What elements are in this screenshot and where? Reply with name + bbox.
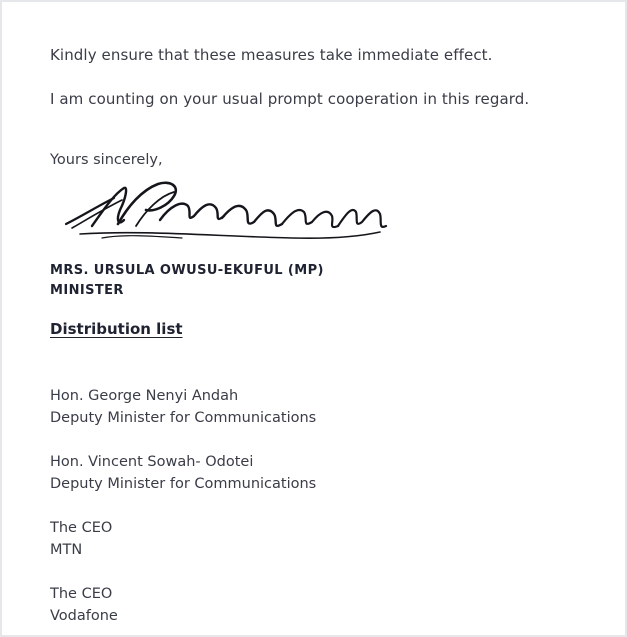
recipient-role: Deputy Minister for Communications — [50, 410, 317, 426]
recipient-org: Vodafone — [50, 608, 118, 624]
recipient-2 — [50, 451, 316, 495]
recipient-name: Hon. George Nenyi Andah — [50, 388, 239, 404]
recipient-1 — [50, 385, 316, 429]
signer-title: MINISTER — [50, 283, 124, 298]
recipient-name: The CEO — [50, 586, 113, 602]
recipient-3 — [50, 517, 112, 561]
recipient-org: MTN — [50, 542, 83, 558]
distribution-heading: Distribution list — [50, 320, 183, 338]
signer-name: MRS. URSULA OWUSU-EKUFUL (MP) — [50, 263, 324, 278]
handwritten-signature — [62, 176, 392, 260]
recipient-role: Deputy Minister for Communications — [50, 476, 317, 492]
recipient-name: Hon. Vincent Sowah- Odotei — [50, 454, 254, 470]
recipient-name: The CEO — [50, 520, 113, 536]
body-line-cooperation: I am counting on your usual prompt cooperation in this regard. — [50, 90, 530, 108]
body-line-effect: Kindly ensure that these measures take immediate effect. — [50, 46, 493, 64]
closing-salutation: Yours sincerely, — [50, 152, 163, 168]
recipient-4 — [50, 583, 118, 627]
